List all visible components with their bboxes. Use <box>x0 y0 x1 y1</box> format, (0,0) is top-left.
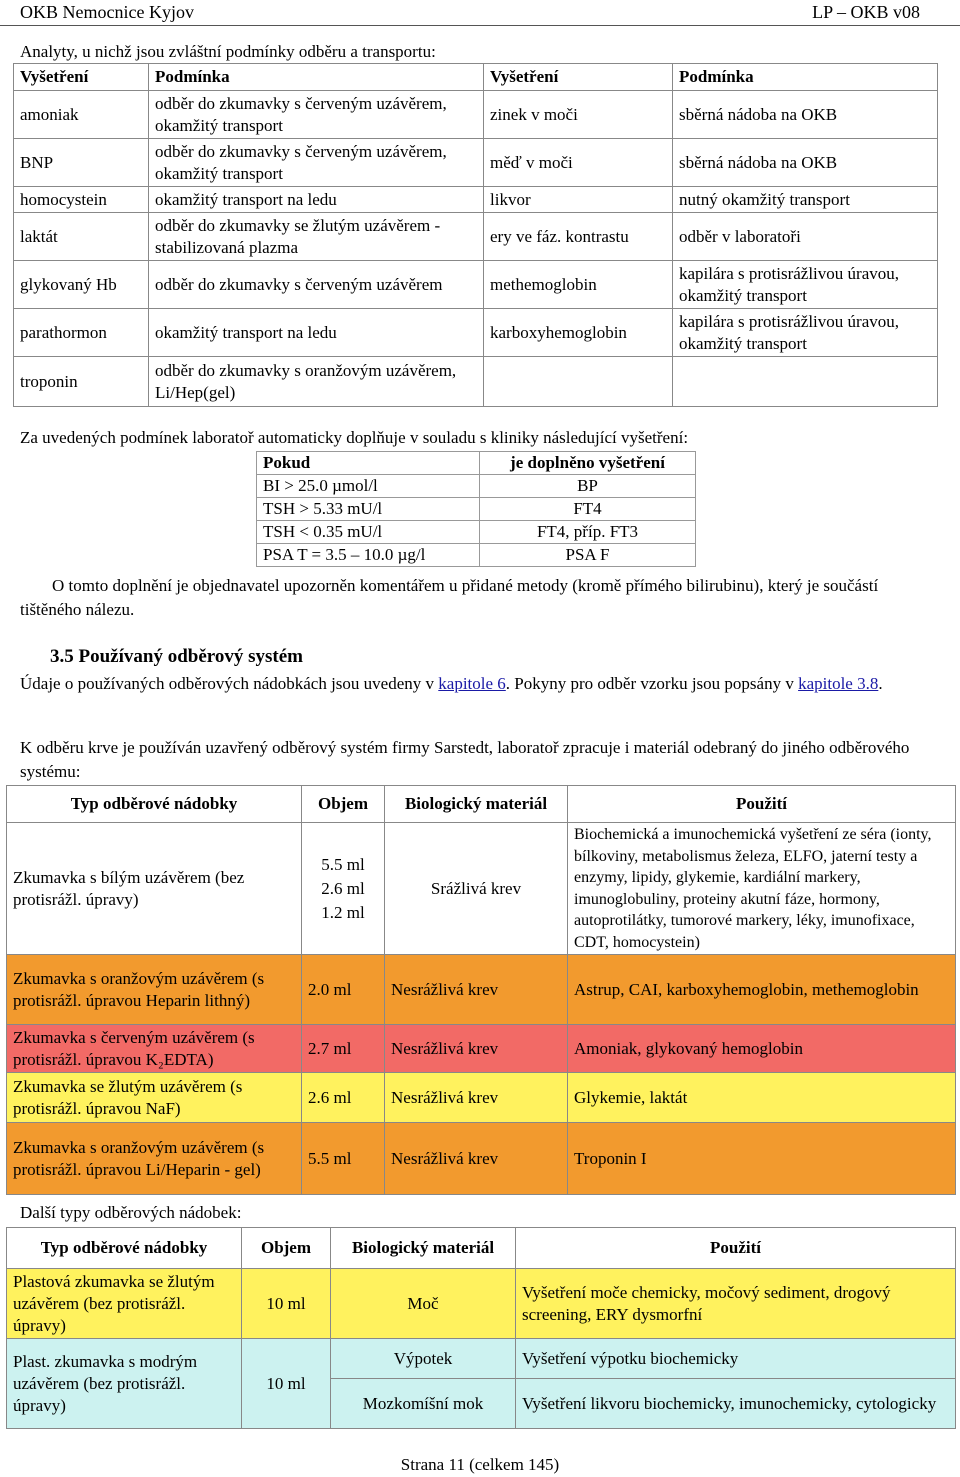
cell: glykovaný Hb <box>14 261 149 309</box>
col-header: Pokud <box>257 452 480 475</box>
cell: amoniak <box>14 91 149 139</box>
paragraph-capitals <box>20 672 930 696</box>
table-row <box>7 1269 956 1339</box>
cell: Nesrážlivá krev <box>385 1025 568 1073</box>
table-header-row <box>7 1228 956 1269</box>
cell: Zkumavka s oranžovým uzávěrem (s protisrážl. úpravou Li/Heparin - gel) <box>7 1123 302 1195</box>
para-text: Údaje o používaných odběrových nádobkách jsou uvedeny v <box>20 674 439 693</box>
cell: okamžitý transport na ledu <box>149 309 484 357</box>
cell: parathormon <box>14 309 149 357</box>
cell: Plastová zkumavka se žlutým uzávěrem (bez protisrážl. úpravy) <box>7 1269 242 1339</box>
col-header: Biologický materiál <box>331 1228 516 1269</box>
cell: odběr do zkumavky s oranžovým uzávěrem, Li/Hep(gel) <box>149 357 484 407</box>
col-header: Použití <box>568 786 956 823</box>
col-header: Vyšetření <box>14 64 149 91</box>
table-row <box>7 1025 956 1073</box>
cell: Troponin I <box>568 1123 956 1195</box>
cell: FT4 <box>480 498 696 521</box>
header-right: LP – OKB v08 <box>812 2 920 22</box>
cell: Biochemická a imunochemická vyšetření ze séra (ionty, bílkoviny, metabolismus železa, ELFO, jaterní testy a enzymy, lipidy, glykemie, kardiální markery, imunoglobuliny, proteiny akutní fáze, hormony, autoprotilátky, tumorové markery, léky, imunofixace, CDT, homocystein) <box>568 823 956 955</box>
intro-autoadd: Za uvedených podmínek laboratoř automaticky doplňuje v souladu s kliniky následující vyšetření: <box>20 428 689 447</box>
cell: homocystein <box>14 187 149 213</box>
cell: PSA F <box>480 544 696 567</box>
cell: 10 ml <box>242 1269 331 1339</box>
cell: sběrná nádoba na OKB <box>673 139 938 187</box>
auto-add-table <box>256 451 696 567</box>
cell: Mozkomíšní mok <box>331 1379 516 1429</box>
table-row <box>7 1123 956 1195</box>
cell: odběr v laboratoři <box>673 213 938 261</box>
cell: 2.0 ml <box>302 955 385 1025</box>
cell: karboxyhemoglobin <box>484 309 673 357</box>
table-row <box>257 498 696 521</box>
para-text: . Pokyny pro odběr vzorku jsou popsány v <box>505 674 799 693</box>
cell: Nesrážlivá krev <box>385 1123 568 1195</box>
cell: kapilára s protisrážlivou úravou, okamžitý transport <box>673 261 938 309</box>
table-row <box>14 309 938 357</box>
cell: ery ve fáz. kontrastu <box>484 213 673 261</box>
table-header-row <box>14 64 938 91</box>
cell: Zkumavka se žlutým uzávěrem (s protisrážl. úpravou NaF) <box>7 1073 302 1123</box>
cell: Amoniak, glykovaný hemoglobin <box>568 1025 956 1073</box>
table-row <box>257 521 696 544</box>
para-text: . <box>878 674 883 693</box>
intro-more-tubes: Další typy odběrových nádobek: <box>20 1203 242 1222</box>
table-row <box>14 91 938 139</box>
cell: Plast. zkumavka s modrým uzávěrem (bez protisrážl. úpravy) <box>7 1339 242 1429</box>
cell: FT4, příp. FT3 <box>480 521 696 544</box>
cell: BNP <box>14 139 149 187</box>
cell: Nesrážlivá krev <box>385 1073 568 1123</box>
cell: Srážlivá krev <box>385 823 568 955</box>
cell: Zkumavka s oranžovým uzávěrem (s protisrážl. úpravou Heparin lithný) <box>7 955 302 1025</box>
page-header <box>0 0 960 26</box>
cell: 2.7 ml <box>302 1025 385 1073</box>
table-row <box>14 187 938 213</box>
table-row <box>7 955 956 1025</box>
table-row <box>257 475 696 498</box>
cell <box>484 357 673 407</box>
cell: troponin <box>14 357 149 407</box>
note-paragraph: O tomto doplnění je objednavatel upozorněn komentářem u přidané metody (kromě přímého bilirubinu), který je součástí tištěného nálezu. <box>20 576 879 619</box>
table-row <box>14 139 938 187</box>
cell: 5.5 ml 2.6 ml 1.2 ml <box>302 823 385 955</box>
cell: PSA T = 3.5 – 10.0 µg/l <box>257 544 480 567</box>
cell: Vyšetření likvoru biochemicky, imunochemicky, cytologicky <box>516 1379 956 1429</box>
table-row <box>7 1073 956 1123</box>
cell: odběr do zkumavky s červeným uzávěrem, okamžitý transport <box>149 139 484 187</box>
col-header: Typ odběrové nádobky <box>7 786 302 823</box>
cell: BI > 25.0 µmol/l <box>257 475 480 498</box>
paragraph-sarstedt: K odběru krve je používán uzavřený odběrový systém firmy Sarstedt, laboratoř zpracuje i materiál odebraný do jiného odběrového systému: <box>20 738 910 781</box>
col-header: Objem <box>302 786 385 823</box>
cell: 10 ml <box>242 1339 331 1429</box>
col-header: Podmínka <box>673 64 938 91</box>
cell: Nesrážlivá krev <box>385 955 568 1025</box>
cell: TSH > 5.33 mU/l <box>257 498 480 521</box>
cell: Vyšetření výpotku biochemicky <box>516 1339 956 1379</box>
header-divider <box>0 25 960 26</box>
table-row <box>14 213 938 261</box>
col-header: Vyšetření <box>484 64 673 91</box>
cell: Moč <box>331 1269 516 1339</box>
table-row <box>14 357 938 407</box>
cell: 5.5 ml <box>302 1123 385 1195</box>
table-header-row <box>257 452 696 475</box>
cell: Vyšetření moče chemicky, močový sediment, drogový screening, ERY dysmorfní <box>516 1269 956 1339</box>
cell: likvor <box>484 187 673 213</box>
cell: odběr do zkumavky s červeným uzávěrem <box>149 261 484 309</box>
cell: laktát <box>14 213 149 261</box>
cell: měď v moči <box>484 139 673 187</box>
cell: kapilára s protisrážlivou úravou, okamžitý transport <box>673 309 938 357</box>
cell: Zkumavka s červeným uzávěrem (s protisrážl. úpravou K₂EDTA) <box>7 1025 302 1073</box>
cell: Glykemie, laktát <box>568 1073 956 1123</box>
cell: BP <box>480 475 696 498</box>
cell: zinek v moči <box>484 91 673 139</box>
cell <box>673 357 938 407</box>
special-conditions-table <box>13 63 938 407</box>
col-header: Typ odběrové nádobky <box>7 1228 242 1269</box>
col-header: Biologický materiál <box>385 786 568 823</box>
cell: nutný okamžitý transport <box>673 187 938 213</box>
link-kapitole-6[interactable]: kapitole 6 <box>438 674 506 693</box>
table-row <box>7 823 956 955</box>
other-tubes-table <box>6 1227 956 1429</box>
cell: Astrup, CAI, karboxyhemoglobin, methemoglobin <box>568 955 956 1025</box>
section-heading: 3.5 Používaný odběrový systém <box>50 646 303 667</box>
header-left: OKB Nemocnice Kyjov <box>20 2 194 22</box>
table-row <box>257 544 696 567</box>
page-footer: Strana 11 (celkem 145) <box>400 1455 560 1474</box>
cell: odběr do zkumavky se žlutým uzávěrem - stabilizovaná plazma <box>149 213 484 261</box>
table-row <box>7 1339 956 1379</box>
cell: Výpotek <box>331 1339 516 1379</box>
table-row <box>14 261 938 309</box>
cell: methemoglobin <box>484 261 673 309</box>
cell: okamžitý transport na ledu <box>149 187 484 213</box>
cell: TSH < 0.35 mU/l <box>257 521 480 544</box>
table-header-row <box>7 786 956 823</box>
intro-analytes: Analyty, u nichž jsou zvláštní podmínky odběru a transportu: <box>20 42 436 61</box>
link-kapitole-3-8[interactable]: kapitole 3.8 <box>798 674 879 693</box>
cell: 2.6 ml <box>302 1073 385 1123</box>
cell: Zkumavka s bílým uzávěrem (bez protisrážl. úpravy) <box>7 823 302 955</box>
cell: sběrná nádoba na OKB <box>673 91 938 139</box>
col-header: Podmínka <box>149 64 484 91</box>
col-header: Použití <box>516 1228 956 1269</box>
cell: odběr do zkumavky s červeným uzávěrem, okamžitý transport <box>149 91 484 139</box>
col-header: je doplněno vyšetření <box>480 452 696 475</box>
tube-table <box>6 785 956 1195</box>
col-header: Objem <box>242 1228 331 1269</box>
